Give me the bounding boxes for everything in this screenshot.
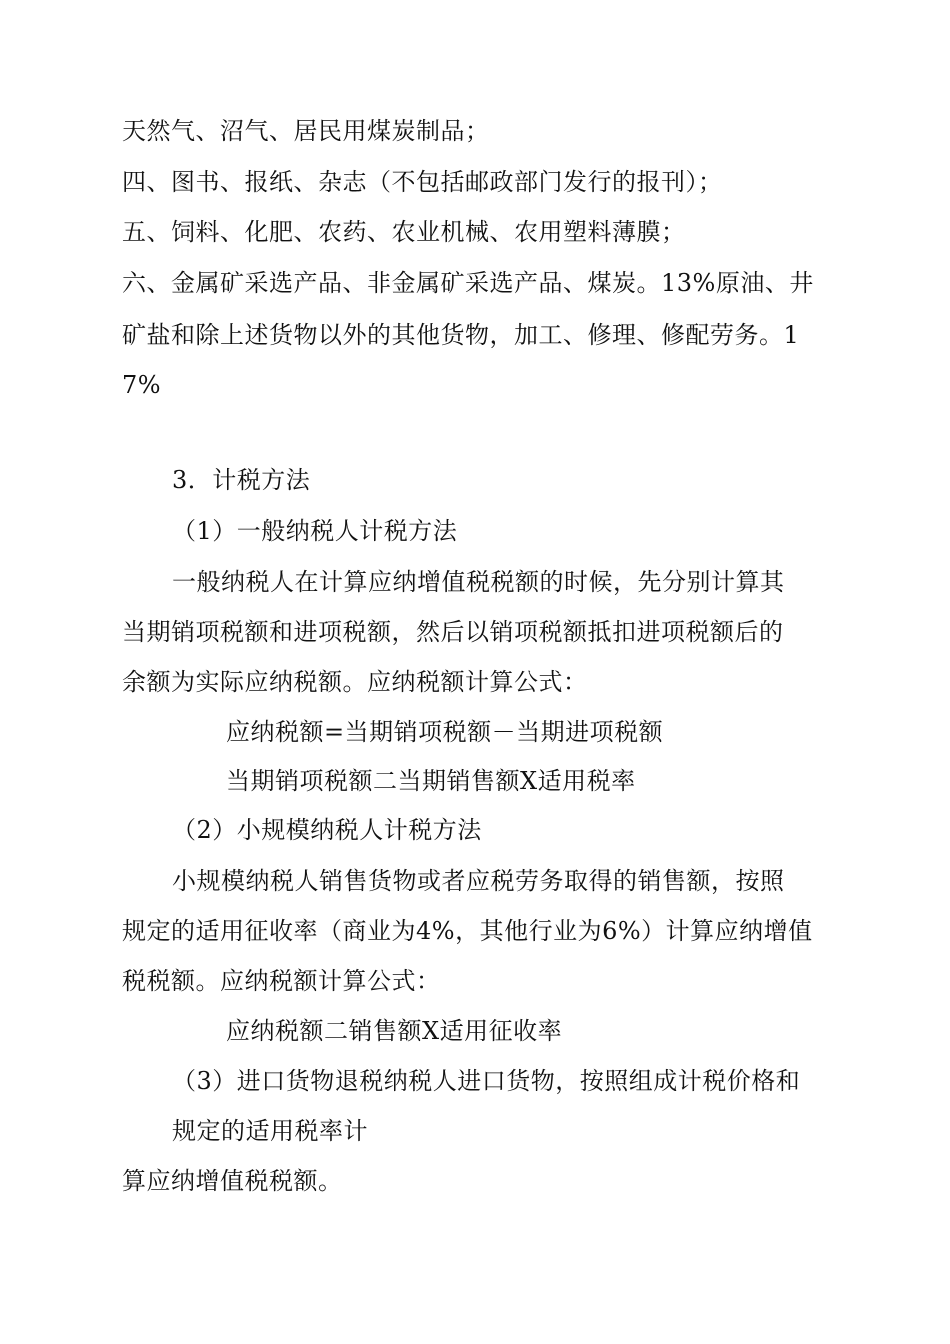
subsection-heading: （3）进口货物退税纳税人进口货物，按照组成计税价格和 <box>172 1067 801 1095</box>
text-line: 四、图书、报纸、杂志（不包括邮政部门发行的报刊）； <box>122 168 723 196</box>
text-line: 一般纳税人在计算应纳增值税税额的时候，先分别计算其 <box>172 568 785 596</box>
text-line: 规定的适用税率计 <box>172 1117 368 1145</box>
text-line: 当期销项税额和进项税额，然后以销项税额抵扣进项税额后的 <box>122 618 784 646</box>
formula-line: 当期销项税额二当期销售额X适用税率 <box>226 767 636 795</box>
subsection-heading: （2）小规模纳税人计税方法 <box>172 816 482 844</box>
subsection-heading: （1）一般纳税人计税方法 <box>172 517 458 545</box>
text-line: 税税额。应纳税额计算公式： <box>122 967 441 995</box>
text-line: 六、金属矿采选产品、非金属矿采选产品、煤炭。13%原油、井 <box>122 269 814 297</box>
text-line: 五、饲料、化肥、农药、农业机械、农用塑料薄膜； <box>122 218 686 246</box>
text-line: 算应纳增值税税额。 <box>122 1167 343 1195</box>
text-line: 小规模纳税人销售货物或者应税劳务取得的销售额，按照 <box>172 867 785 895</box>
text-line: 矿盐和除上述货物以外的其他货物，加工、修理、修配劳务。1 <box>122 321 800 349</box>
text-line: 天然气、沼气、居民用煤炭制品； <box>122 117 490 145</box>
text-line: 规定的适用征收率（商业为4%，其他行业为6%）计算应纳增值 <box>122 917 813 945</box>
text-line: 7% <box>122 371 162 399</box>
formula-line: 应纳税额=当期销项税额－当期进项税额 <box>226 718 664 746</box>
formula-line: 应纳税额二销售额X适用征收率 <box>226 1017 563 1045</box>
section-heading: 3．计税方法 <box>172 466 311 494</box>
text-line: 余额为实际应纳税额。应纳税额计算公式： <box>122 668 588 696</box>
